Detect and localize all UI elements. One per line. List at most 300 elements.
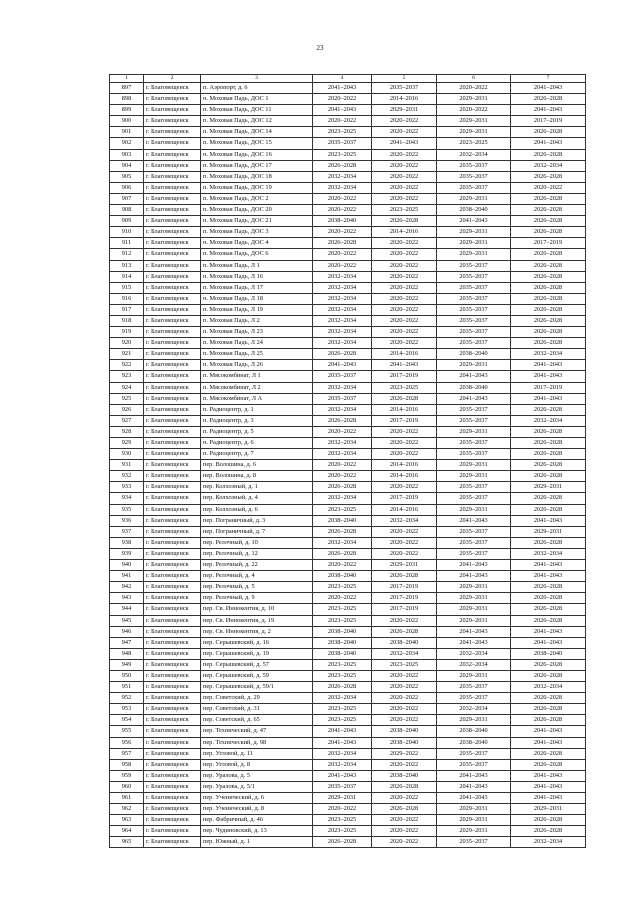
period-cell: 2020–2022 [313,205,372,216]
period-cell: 2026–2028 [313,160,372,171]
address-cell: п. Моховая Падь, Л 1 [201,260,313,271]
register-table [109,74,586,848]
city-cell: г. Благовещенск [144,793,201,804]
period-cell: 2035–2037 [437,327,511,338]
period-cell: 2041–2043 [437,637,511,648]
table-row [110,304,586,315]
city-cell: г. Благовещенск [144,282,201,293]
period-cell: 2032–2034 [313,282,372,293]
period-cell: 2038–2040 [313,648,372,659]
table-row [110,748,586,759]
period-cell: 2020–2022 [372,670,437,681]
period-cell: 2029–2031 [313,793,372,804]
period-cell: 2026–2028 [511,460,586,471]
table-row [110,238,586,249]
period-cell: 2026–2028 [313,238,372,249]
table-row [110,83,586,94]
period-cell: 2020–2022 [372,482,437,493]
city-cell: г. Благовещенск [144,637,201,648]
period-cell: 2020–2022 [372,837,437,848]
table-row [110,116,586,127]
period-cell: 2026–2028 [511,537,586,548]
period-cell: 2032–2034 [313,327,372,338]
address-cell: пер. Волошина, д. 6 [201,460,313,471]
period-cell: 2026–2028 [511,748,586,759]
period-cell: 2029–2031 [511,526,586,537]
city-cell: г. Благовещенск [144,171,201,182]
row-number: 923 [110,371,144,382]
period-cell: 2020–2022 [437,105,511,116]
city-cell: г. Благовещенск [144,560,201,571]
city-cell: г. Благовещенск [144,393,201,404]
address-cell: пер. Св. Иннокентия, д. 10 [201,604,313,615]
table-row [110,393,586,404]
address-cell: п. Моховая Падь, ДОС 20 [201,205,313,216]
period-cell: 2029–2031 [437,826,511,837]
period-cell: 2020–2022 [372,293,437,304]
column-header: 6 [437,75,511,83]
period-cell: 2032–2034 [511,837,586,848]
address-cell: п. Моховая Падь, ДОС 11 [201,105,313,116]
period-cell: 2038–2040 [437,205,511,216]
period-cell: 2029–2031 [511,482,586,493]
period-cell: 2041–2043 [511,360,586,371]
address-cell: п. Моховая Падь, ДОС 12 [201,116,313,127]
period-cell: 2029–2031 [437,360,511,371]
column-header: 4 [313,75,372,83]
period-cell: 2041–2043 [372,138,437,149]
row-number: 927 [110,415,144,426]
period-cell: 2020–2022 [313,804,372,815]
period-cell: 2038–2040 [372,737,437,748]
period-cell: 2041–2043 [511,571,586,582]
table-row [110,571,586,582]
period-cell: 2026–2028 [511,715,586,726]
period-cell: 2020–2022 [372,815,437,826]
city-cell: г. Благовещенск [144,382,201,393]
period-cell: 2020–2022 [372,715,437,726]
period-cell: 2020–2022 [313,249,372,260]
period-cell: 2026–2028 [372,804,437,815]
table-row [110,205,586,216]
address-cell: пер. Фабричный, д. 46 [201,815,313,826]
address-cell: пер. Чудиновский, д. 13 [201,826,313,837]
address-cell: п. Моховая Падь, ДОС 16 [201,149,313,160]
table-row [110,637,586,648]
period-cell: 2038–2040 [372,726,437,737]
period-cell: 2041–2043 [511,793,586,804]
period-cell: 2041–2043 [313,726,372,737]
period-cell: 2026–2028 [511,271,586,282]
column-header: 3 [201,75,313,83]
period-cell: 2026–2028 [511,260,586,271]
address-cell: п. Радиоцентр, д. 1 [201,404,313,415]
row-number: 899 [110,105,144,116]
table-row [110,127,586,138]
table-row [110,737,586,748]
address-cell: пер. Угловой, д. 11 [201,748,313,759]
period-cell: 2017–2019 [372,593,437,604]
row-number: 939 [110,548,144,559]
address-cell: пер. Релочный, д. 22 [201,560,313,571]
row-number: 949 [110,659,144,670]
table-row [110,693,586,704]
period-cell: 2026–2028 [511,593,586,604]
period-cell: 2038–2040 [437,726,511,737]
table-row [110,604,586,615]
period-cell: 2038–2040 [313,637,372,648]
period-cell: 2035–2037 [313,781,372,792]
column-header: 1 [110,75,144,83]
address-cell: пер. Серышевский, д. 19 [201,648,313,659]
table-row [110,249,586,260]
period-cell: 2020–2022 [372,704,437,715]
table-row [110,781,586,792]
period-cell: 2020–2022 [372,304,437,315]
table-row [110,682,586,693]
period-cell: 2020–2022 [313,260,372,271]
address-cell: пер. Релочный, д. 9 [201,593,313,604]
period-cell: 2020–2022 [372,537,437,548]
period-cell: 2041–2043 [437,781,511,792]
table-row [110,460,586,471]
address-cell: пер. Ученический, д. 6 [201,793,313,804]
city-cell: г. Благовещенск [144,105,201,116]
period-cell: 2041–2043 [511,83,586,94]
period-cell: 2032–2034 [511,160,586,171]
period-cell: 2026–2028 [511,493,586,504]
period-cell: 2017–2019 [372,582,437,593]
address-cell: пер. Релочный, д. 10 [201,537,313,548]
table-row [110,759,586,770]
period-cell: 2026–2028 [372,216,437,227]
period-cell: 2020–2022 [313,426,372,437]
address-cell: п. Мясокомбинат, Л 1 [201,371,313,382]
table-row [110,815,586,826]
table-row [110,704,586,715]
city-cell: г. Благовещенск [144,704,201,715]
period-cell: 2041–2043 [437,793,511,804]
address-cell: п. Моховая Падь, Л 2 [201,315,313,326]
city-cell: г. Благовещенск [144,227,201,238]
city-cell: г. Благовещенск [144,249,201,260]
period-cell: 2017–2019 [511,238,586,249]
table-row [110,171,586,182]
period-cell: 2023–2025 [313,604,372,615]
period-cell: 2026–2028 [313,682,372,693]
period-cell: 2035–2037 [437,526,511,537]
city-cell: г. Благовещенск [144,648,201,659]
period-cell: 2014–2016 [372,349,437,360]
table-row [110,715,586,726]
period-cell: 2026–2028 [511,404,586,415]
period-cell: 2035–2037 [437,182,511,193]
city-cell: г. Благовещенск [144,670,201,681]
address-cell: пер. Серышевский, д. 59/1 [201,682,313,693]
period-cell: 2020–2022 [372,759,437,770]
period-cell: 2020–2022 [313,94,372,105]
table-row [110,515,586,526]
period-cell: 2020–2022 [313,593,372,604]
city-cell: г. Благовещенск [144,327,201,338]
period-cell: 2032–2034 [313,748,372,759]
row-number: 916 [110,293,144,304]
period-cell: 2035–2037 [437,693,511,704]
address-cell: пер. Пограничный, д. 3 [201,515,313,526]
period-cell: 2035–2037 [437,537,511,548]
period-cell: 2026–2028 [511,216,586,227]
row-number: 924 [110,382,144,393]
period-cell: 2026–2028 [511,426,586,437]
period-cell: 2026–2028 [511,193,586,204]
city-cell: г. Благовещенск [144,426,201,437]
city-cell: г. Благовещенск [144,626,201,637]
row-number: 915 [110,282,144,293]
table-row [110,648,586,659]
period-cell: 2020–2022 [372,327,437,338]
city-cell: г. Благовещенск [144,593,201,604]
row-number: 907 [110,193,144,204]
period-cell: 2041–2043 [313,105,372,116]
row-number: 928 [110,426,144,437]
address-cell: пер. Советский, д. 31 [201,704,313,715]
row-number: 957 [110,748,144,759]
period-cell: 2029–2031 [437,94,511,105]
period-cell: 2020–2022 [372,526,437,537]
city-cell: г. Благовещенск [144,193,201,204]
period-cell: 2020–2022 [372,160,437,171]
column-header: 5 [372,75,437,83]
address-cell: п. Мясокомбинат, Л 2 [201,382,313,393]
period-cell: 2038–2040 [437,349,511,360]
period-cell: 2035–2037 [437,338,511,349]
period-cell: 2038–2040 [437,382,511,393]
table-row [110,338,586,349]
period-cell: 2026–2028 [511,615,586,626]
period-cell: 2017–2019 [372,371,437,382]
table-row [110,360,586,371]
city-cell: г. Благовещенск [144,149,201,160]
period-cell: 2035–2037 [437,315,511,326]
table-row [110,282,586,293]
period-cell: 2020–2022 [511,182,586,193]
city-cell: г. Благовещенск [144,182,201,193]
period-cell: 2041–2043 [511,105,586,116]
period-cell: 2041–2043 [437,393,511,404]
table-row [110,227,586,238]
table-row [110,138,586,149]
period-cell: 2041–2043 [511,515,586,526]
period-cell: 2032–2034 [313,493,372,504]
period-cell: 2026–2028 [511,704,586,715]
row-number: 932 [110,471,144,482]
period-cell: 2029–2031 [437,249,511,260]
period-cell: 2032–2034 [313,171,372,182]
city-cell: г. Благовещенск [144,94,201,105]
period-cell: 2020–2022 [372,182,437,193]
address-cell: п. Моховая Падь, ДОС 3 [201,227,313,238]
period-cell: 2029–2031 [511,804,586,815]
period-cell: 2041–2043 [437,371,511,382]
period-cell: 2038–2040 [313,216,372,227]
period-cell: 2032–2034 [313,438,372,449]
row-number: 950 [110,670,144,681]
address-cell: п. Моховая Падь, ДОС 2 [201,193,313,204]
period-cell: 2035–2037 [437,493,511,504]
address-cell: пер. Релочный, д. 5 [201,582,313,593]
period-cell: 2035–2037 [437,404,511,415]
period-cell: 2041–2043 [437,571,511,582]
row-number: 965 [110,837,144,848]
table-body [110,83,586,848]
city-cell: г. Благовещенск [144,571,201,582]
period-cell: 2026–2028 [511,471,586,482]
period-cell: 2023–2025 [313,826,372,837]
address-cell: пер. Советский, д. 29 [201,693,313,704]
period-cell: 2020–2022 [372,238,437,249]
period-cell: 2017–2019 [511,382,586,393]
row-number: 954 [110,715,144,726]
period-cell: 2029–2031 [437,804,511,815]
period-cell: 2023–2025 [313,127,372,138]
period-cell: 2041–2043 [437,770,511,781]
period-cell: 2014–2016 [372,404,437,415]
period-cell: 2032–2034 [437,659,511,670]
period-cell: 2020–2022 [372,260,437,271]
address-cell: п. Радиоцентр, д. 5 [201,426,313,437]
period-cell: 2020–2022 [372,426,437,437]
table-header [110,75,586,83]
city-cell: г. Благовещенск [144,116,201,127]
row-number: 906 [110,182,144,193]
period-cell: 2035–2037 [437,271,511,282]
period-cell: 2041–2043 [511,626,586,637]
row-number: 925 [110,393,144,404]
row-number: 938 [110,537,144,548]
row-number: 941 [110,571,144,582]
period-cell: 2032–2034 [313,315,372,326]
period-cell: 2041–2043 [372,360,437,371]
row-number: 913 [110,260,144,271]
city-cell: г. Благовещенск [144,415,201,426]
period-cell: 2017–2019 [372,493,437,504]
period-cell: 2020–2022 [313,116,372,127]
period-cell: 2020–2022 [313,460,372,471]
address-cell: п. Моховая Падь, Л 16 [201,271,313,282]
period-cell: 2029–2031 [372,560,437,571]
period-cell: 2038–2040 [511,648,586,659]
period-cell: 2038–2040 [372,770,437,781]
period-cell: 2026–2028 [313,837,372,848]
period-cell: 2029–2022 [372,748,437,759]
period-cell: 2026–2028 [511,315,586,326]
period-cell: 2029–2031 [437,127,511,138]
period-cell: 2029–2031 [437,426,511,437]
period-cell: 2026–2028 [372,626,437,637]
period-cell: 2041–2043 [511,637,586,648]
period-cell: 2029–2031 [437,670,511,681]
period-cell: 2020–2022 [372,282,437,293]
period-cell: 2032–2034 [313,338,372,349]
period-cell: 2023–2025 [313,670,372,681]
table-row [110,471,586,482]
city-cell: г. Благовещенск [144,759,201,770]
address-cell: пер. Серышевский, д. 57 [201,659,313,670]
address-cell: пер. Волошина, д. 8 [201,471,313,482]
period-cell: 2026–2028 [511,205,586,216]
row-number: 900 [110,116,144,127]
period-cell: 2038–2040 [313,571,372,582]
period-cell: 2014–2016 [372,471,437,482]
period-cell: 2026–2028 [511,815,586,826]
city-cell: г. Благовещенск [144,748,201,759]
row-number: 945 [110,615,144,626]
period-cell: 2026–2028 [511,582,586,593]
period-cell: 2023–2025 [372,659,437,670]
city-cell: г. Благовещенск [144,737,201,748]
period-cell: 2035–2037 [437,748,511,759]
table-row [110,582,586,593]
row-number: 903 [110,149,144,160]
address-cell: п. Моховая Падь, ДОС 21 [201,216,313,227]
period-cell: 2032–2034 [313,271,372,282]
period-cell: 2035–2037 [437,759,511,770]
table-row [110,94,586,105]
period-cell: 2035–2037 [372,83,437,94]
period-cell: 2035–2037 [437,160,511,171]
table-row [110,537,586,548]
row-number: 934 [110,493,144,504]
table-row [110,260,586,271]
city-cell: г. Благовещенск [144,127,201,138]
row-number: 952 [110,693,144,704]
period-cell: 2026–2028 [511,693,586,704]
address-cell: пер. Серышевский, д. 16 [201,637,313,648]
period-cell: 2032–2034 [372,648,437,659]
row-number: 902 [110,138,144,149]
period-cell: 2020–2022 [313,560,372,571]
period-cell: 2026–2028 [372,571,437,582]
city-cell: г. Благовещенск [144,582,201,593]
city-cell: г. Благовещенск [144,548,201,559]
period-cell: 2041–2043 [437,626,511,637]
period-cell: 2026–2028 [511,327,586,338]
address-cell: пер. Колхозный, д. 1 [201,482,313,493]
row-number: 930 [110,449,144,460]
row-number: 964 [110,826,144,837]
period-cell: 2029–2031 [437,116,511,127]
table-row [110,615,586,626]
city-cell: г. Благовещенск [144,770,201,781]
city-cell: г. Благовещенск [144,493,201,504]
period-cell: 2035–2037 [437,293,511,304]
period-cell: 2032–2034 [313,693,372,704]
period-cell: 2026–2028 [511,171,586,182]
period-cell: 2026–2028 [313,526,372,537]
row-number: 935 [110,504,144,515]
period-cell: 2020–2022 [372,682,437,693]
period-cell: 2014–2016 [372,94,437,105]
address-cell: п. Моховая Падь, Л 25 [201,349,313,360]
period-cell: 2014–2016 [372,227,437,238]
address-cell: пер. Серышевский, д. 59 [201,670,313,681]
period-cell: 2029–2031 [437,504,511,515]
period-cell: 2026–2028 [511,604,586,615]
column-header: 7 [511,75,586,83]
address-cell: п. Радиоцентр, д. 3 [201,415,313,426]
period-cell: 2032–2034 [511,682,586,693]
row-number: 943 [110,593,144,604]
